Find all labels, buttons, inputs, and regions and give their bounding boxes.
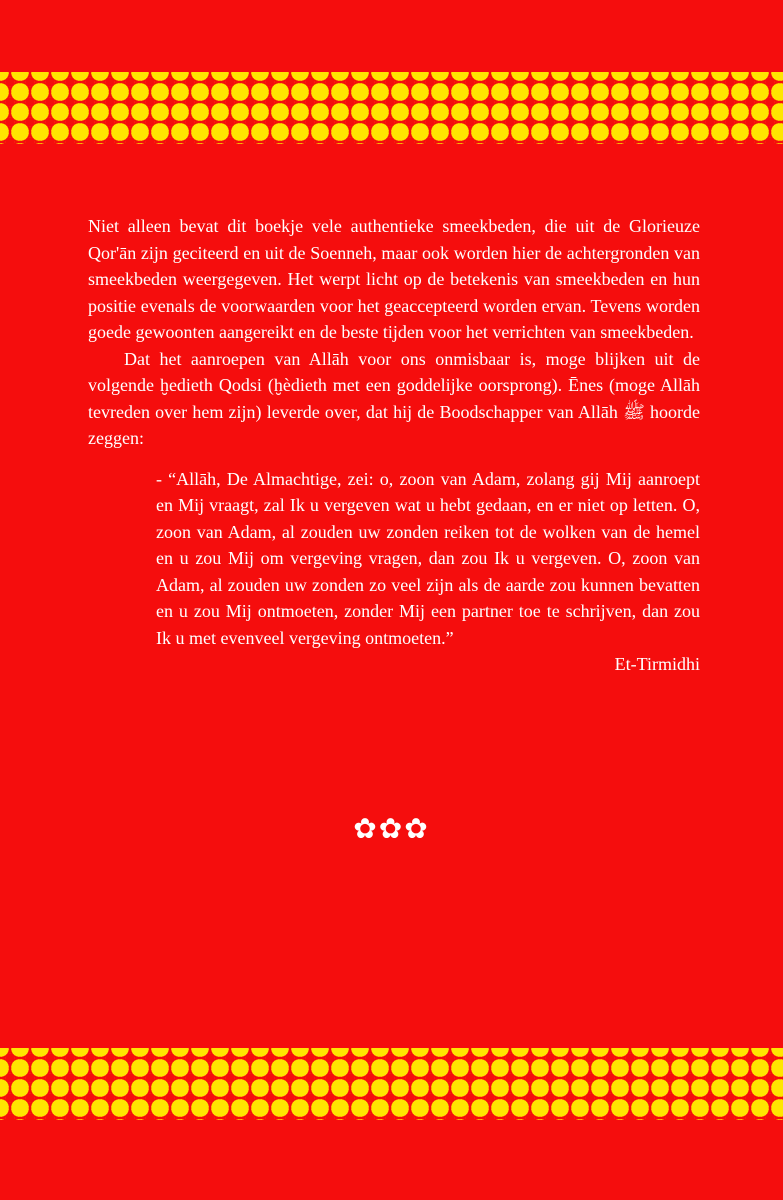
bottom-ornamental-border bbox=[0, 1048, 783, 1120]
hadith-quote-block bbox=[156, 466, 700, 678]
hadith-quote: - “Allāh, De Almachtige, zei: o, zoon van Adam, zolang gij Mij aanroept en Mij vraagt, zal Ik u vergeven wat u hebt gedaan, en er niet op letten. O, zoon van Adam, al zouden uw zonden reiken tot de wolken van de hemel en u zou Mij om vergeving vragen, dan zou Ik u vergeven. O, zoon van Adam, al zouden uw zonden zo veel zijn als de aarde zou kunnen bevatten en u zou Mij ontmoeten, zonder Mij een partner toe te schrijven, dan zou Ik u met evenveel vergeving ontmoeten.” bbox=[156, 468, 700, 648]
hadith-intro-paragraph: Dat het aanroepen van Allāh voor ons onmisbaar is, moge blijken uit de volgende ḫedieth Qodsi (ḫèdieth met een goddelijke oorsprong). Ēnes (moge Allāh tevreden over hem zijn) leverde over, dat hij de Boodschapper van Allāh ﷺ hoorde zeggen: bbox=[88, 348, 701, 448]
flower-separator-icon: ✿✿✿ bbox=[353, 812, 430, 845]
top-ornamental-border bbox=[0, 72, 783, 144]
body-text bbox=[88, 213, 700, 678]
intro-paragraph: Niet alleen bevat dit boekje vele authentieke smeekbeden, die uit de Glorieuze Qor'ān zijn geciteerd en uit de Soenneh, maar ook worden hier de achtergronden van smeekbeden weergegeven. Het werpt licht op de betekenis van smeekbeden en hun positie evenals de voorwaarden voor het geaccepteerd worden ervan. Tevens worden goede gewoonten aangereikt en de beste tijden voor het verrichten van smeekbeden. bbox=[88, 216, 700, 342]
quote-source: Et-Tirmidhi bbox=[614, 654, 700, 674]
